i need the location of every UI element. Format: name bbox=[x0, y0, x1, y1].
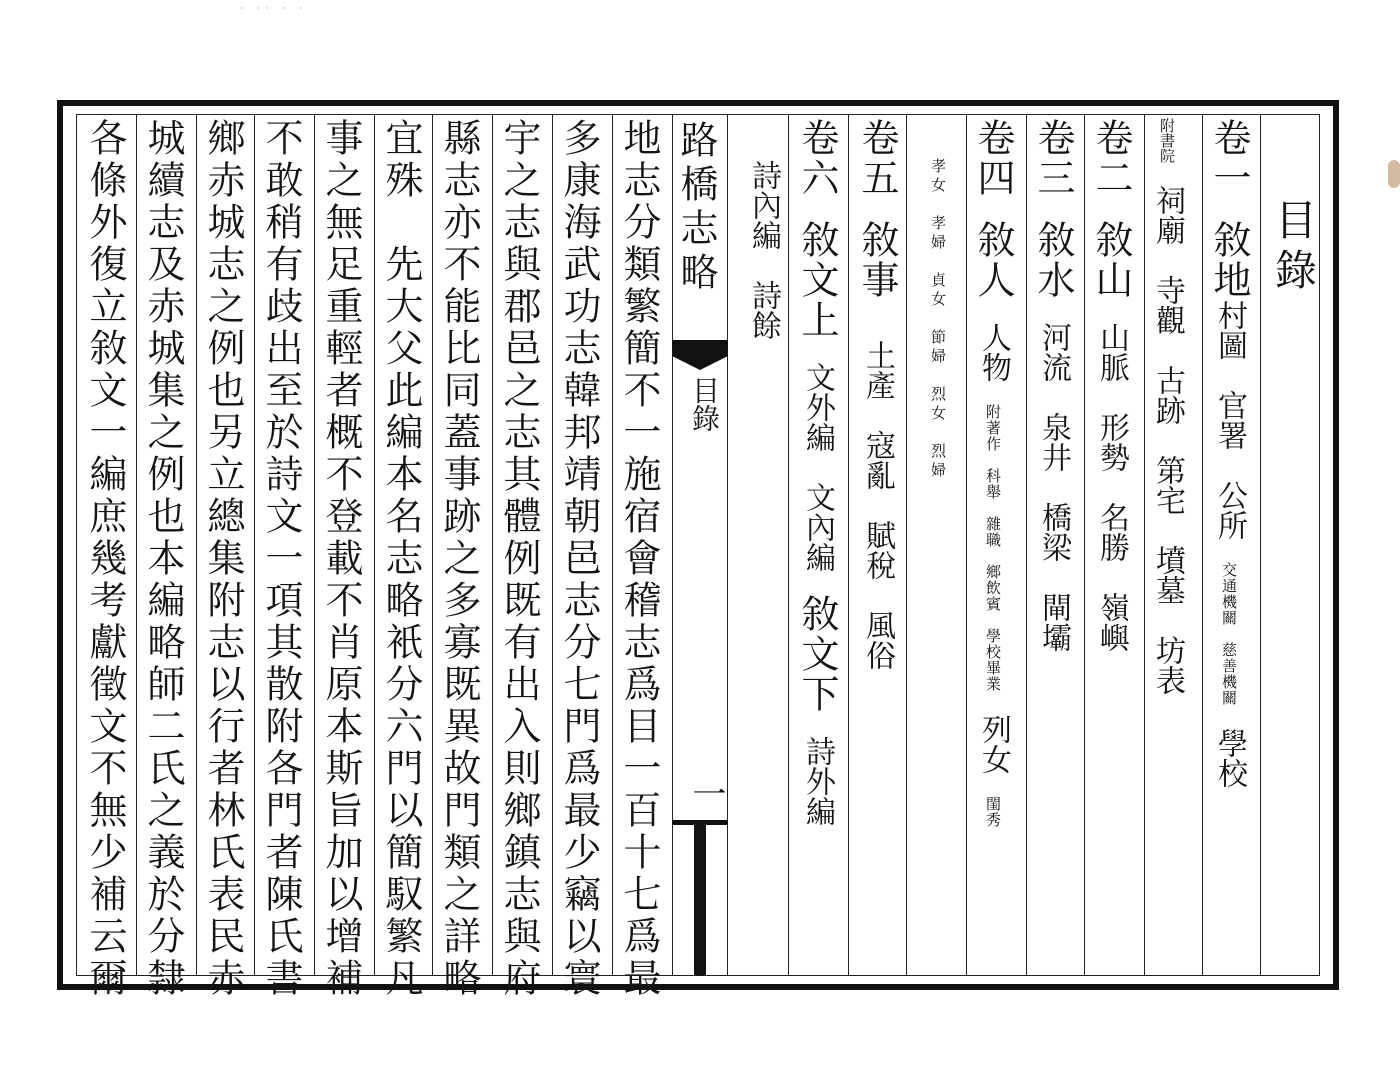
fishtail-mark-top bbox=[672, 340, 728, 356]
toc-entry-juan1 bbox=[1207, 118, 1251, 968]
juan-title: 敘事 bbox=[855, 220, 899, 300]
juan-note: 附書院 bbox=[1158, 118, 1176, 163]
column-rule bbox=[1260, 114, 1261, 976]
juan-note: 交通機關 慈善機關 bbox=[1220, 562, 1238, 706]
juan-items: 人物 bbox=[976, 322, 1011, 382]
toc-entry-juan1-cont bbox=[1150, 118, 1185, 968]
toc-entry-juan5 bbox=[855, 118, 899, 968]
column-rule bbox=[906, 114, 907, 976]
paper-specks: · ·· · · bbox=[240, 4, 309, 13]
fishtail-notch bbox=[672, 356, 728, 370]
juan-items: 土產 寇亂 賦稅 風俗 bbox=[860, 340, 895, 670]
page-number: 一 bbox=[686, 776, 726, 810]
column-rule bbox=[1202, 114, 1203, 976]
juan-items: 村圖 官署 公所 bbox=[1212, 300, 1247, 540]
text-column: 地志分類繁簡不一施宿會稽志爲目一百十七爲最 bbox=[617, 118, 661, 1000]
juan-label: 卷一 bbox=[1207, 118, 1251, 198]
toc-entry-juan4-sub: 孝女 孝婦 貞女 節婦 烈女 烈婦 bbox=[929, 158, 947, 481]
text-column: 各條外復立敘文一編庶幾考獻徵文不無少補云爾 bbox=[83, 118, 127, 1000]
column-rule bbox=[196, 114, 197, 976]
juan-note: 閨秀 bbox=[984, 796, 1002, 828]
juan-items: 詩外編 bbox=[800, 736, 835, 826]
book-title: 路橋志略 bbox=[674, 120, 718, 296]
toc-entry-juan2 bbox=[1089, 118, 1133, 968]
juan-title: 敘地 bbox=[1207, 220, 1251, 300]
column-rule bbox=[1084, 114, 1085, 976]
juan-items: 山脈 形勢 名勝 嶺嶼 bbox=[1094, 322, 1129, 652]
column-rule bbox=[136, 114, 137, 976]
column-rule bbox=[492, 114, 493, 976]
text-column: 宇之志與郡邑之志其體例既有出入則鄉鎮志與府 bbox=[497, 118, 541, 1000]
text-column: 鄉赤城志之例也另立總集附志以行者林氏表民赤 bbox=[201, 118, 245, 1000]
juan-title: 敘水 bbox=[1031, 220, 1075, 300]
column-rule bbox=[612, 114, 613, 976]
juan-note: 附著作 科舉 雜職 鄉飲賓 學校畢業 bbox=[984, 404, 1002, 692]
toc-heading: 目錄 bbox=[1269, 198, 1318, 298]
text-column: 縣志亦不能比同蓋事跡之多寡既異故門類之詳略 bbox=[437, 118, 481, 1000]
juan-title: 敘文下 bbox=[795, 594, 839, 714]
juan-items: 祠廟 寺觀 古跡 第宅 墳墓 坊表 bbox=[1150, 185, 1185, 695]
text-column: 城續志及赤城集之例也本編略師二氏之義於分隸 bbox=[141, 118, 185, 1000]
column-rule bbox=[254, 114, 255, 976]
juan-items: 河流 泉井 橋梁 閘壩 bbox=[1036, 322, 1071, 652]
juan-title: 敘山 bbox=[1089, 220, 1133, 300]
juan-label: 卷三 bbox=[1031, 118, 1075, 198]
juan-items: 學校 bbox=[1212, 728, 1247, 788]
page-edge-stain bbox=[1388, 160, 1400, 188]
juan-title: 敘人 bbox=[971, 220, 1015, 300]
column-rule bbox=[1144, 114, 1145, 976]
text-column: 宜殊 先大父此編本名志略衹分六門以簡馭繁凡 bbox=[379, 118, 423, 1000]
column-rule bbox=[848, 114, 849, 976]
column-rule bbox=[966, 114, 967, 976]
column-rule bbox=[314, 114, 315, 976]
text-column: 多康海武功志韓邦靖朝邑志分七門爲最少竊以寰 bbox=[557, 118, 601, 1000]
column-rule bbox=[1026, 114, 1027, 976]
toc-entry-juan3 bbox=[1031, 118, 1075, 968]
text-column: 不敢稍有歧出至於詩文一項其散附各門者陳氏書 bbox=[259, 118, 303, 1000]
toc-entry-juan6-cont: 詩內編 詩餘 bbox=[746, 160, 781, 340]
juan-label: 卷四 bbox=[971, 118, 1015, 198]
column-rule bbox=[374, 114, 375, 976]
black-mouth-stem bbox=[694, 825, 706, 976]
text-column: 事之無足重輕者概不登載不肖原本斯旨加以增補 bbox=[319, 118, 363, 1000]
column-rule bbox=[432, 114, 433, 976]
juan-label: 卷二 bbox=[1089, 118, 1133, 198]
toc-entry-juan4 bbox=[971, 118, 1015, 968]
toc-entry-juan6 bbox=[795, 118, 839, 968]
juan-items: 文外編 文內編 bbox=[800, 362, 835, 572]
juan-label: 卷五 bbox=[855, 118, 899, 198]
column-rule bbox=[788, 114, 789, 976]
section-label: 目錄 bbox=[688, 376, 721, 432]
juan-title: 敘文上 bbox=[795, 220, 839, 340]
column-rule bbox=[552, 114, 553, 976]
juan-items: 列女 bbox=[976, 714, 1011, 774]
juan-label: 卷六 bbox=[795, 118, 839, 198]
